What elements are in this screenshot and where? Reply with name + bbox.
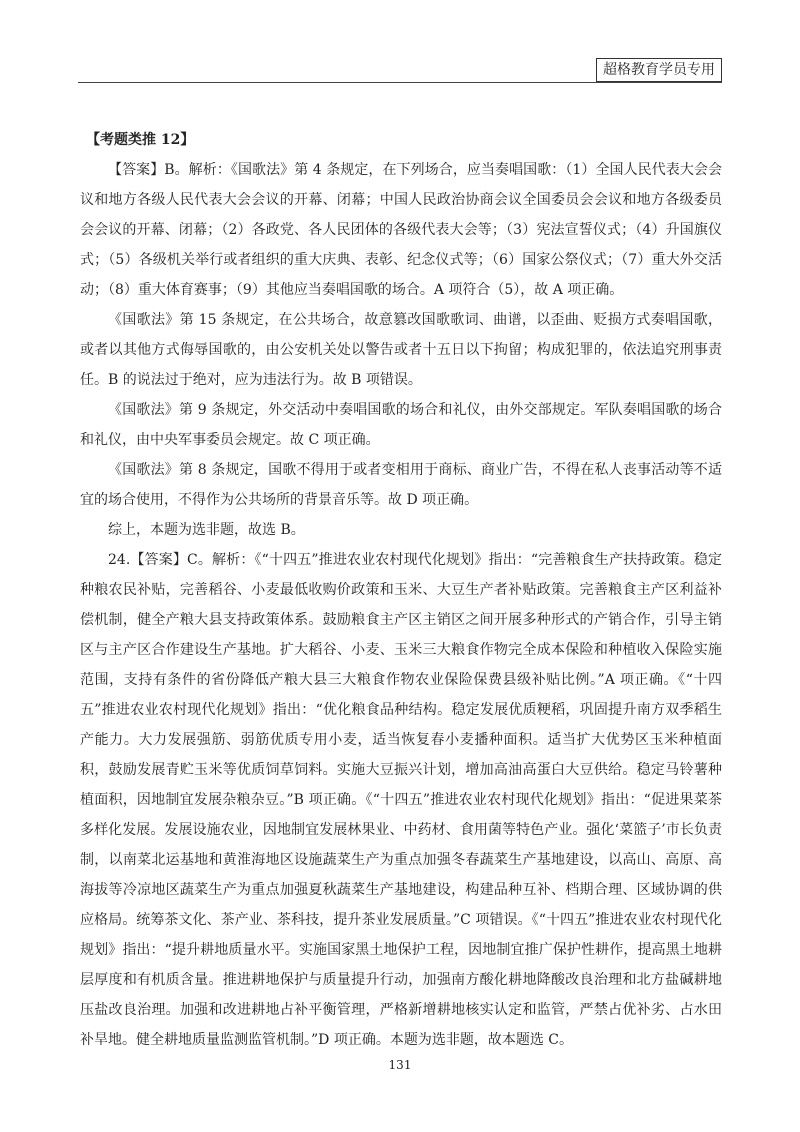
- header-label: 超格教育学员专用: [596, 58, 722, 82]
- header-divider: [78, 82, 722, 83]
- page-number: 131: [388, 1058, 412, 1072]
- paragraph-answer-12: 【答案】B。解析：《国歌法》第 4 条规定，在下列场合，应当奏唱国歌：（1）全国人民代表大会会议和地方各级人民代表大会会议的开幕、闭幕；中国人民政治协商会议全国委员会会议和地方各级委员会会议的开幕、闭幕；（2）各政党、各人民团体的各级代表大会等；（3）宪法宣誓仪式；（4）升国旗仪式；（5）各级机关举行或者组织的重大庆典、表彰、纪念仪式等；（6）国家公祭仪式；（7）重大外交活动；（8）重大体育赛事；（9）其他应当奏唱国歌的场合。A 项符合（5），故 A 项正确。: [80, 162, 722, 298]
- paragraph-article-9: 《国歌法》第 9 条规定，外交活动中奏唱国歌的场合和礼仪，由外交部规定。军队奏唱国歌的场合和礼仪，由中央军事委员会规定。故 C 项正确。: [80, 402, 722, 448]
- paragraph-conclusion: 综上，本题为选非题，故选 B。: [108, 522, 305, 538]
- document-body: [80, 125, 722, 1055]
- paragraph-article-8: 《国歌法》第 8 条规定，国歌不得用于或者变相用于商标、商业广告，不得在私人丧事活动等不适宜的场合使用，不得作为公共场所的背景音乐等。故 D 项正确。: [80, 462, 722, 508]
- paragraph-answer-24: 24.【答案】C。解析：《“十四五”推进农业农村现代化规划》指出：“完善粮食生产扶持政策。稳定种粮农民补贴，完善稻谷、小麦最低收购价政策和玉米、大豆生产者补贴政策。完善粮食主产区利益补偿机制，健全产粮大县支持政策体系。鼓励粮食主产区主销区之间开展多种形式的产销合作，引导主销区与主产区合作建设生产基地。扩大稻谷、小麦、玉米三大粮食作物完全成本保险和种植收入保险实施范围，支持有条件的省份降低产粮大县三大粮食作物农业保险保费县级补贴比例。”A 项正确。《“十四五”推进农业农村现代化规划》指出：“优化粮食品种结构。稳定发展优质粳稻，巩固提升南方双季稻生产能力。大力发展强筋、弱筋优质专用小麦，适当恢复春小麦播种面积。适当扩大优势区玉米种植面积，鼓励发展青贮玉米等优质饲草饲料。实施大豆振兴计划，增加高油高蛋白大豆供给。稳定马铃薯种植面积，因地制宜发展杂粮杂豆。”B 项正确。《“十四五”推进农业农村现代化规划》指出：“促进果菜茶多样化发展。发展设施农业，因地制宜发展林果业、中药材、食用菌等特色产业。强化‘菜篮子’市长负责制，以南菜北运基地和黄淮海地区设施蔬菜生产为重点加强冬春蔬菜生产基地建设，以高山、高原、高海拔等冷凉地区蔬菜生产为重点加强夏秋蔬菜生产基地建设，构建品种互补、档期合理、区域协调的供应格局。统筹茶文化、茶产业、茶科技，提升茶业发展质量。”C 项错误。《“十四五”推进农业农村现代化规划》指出：“提升耕地质量水平。实施国家黑土地保护工程，因地制宜推广保护性耕作，提高黑土地耕层厚度和有机质含量。推进耕地保护与质量提升行动，加强南方酸化耕地降酸改良治理和北方盐碱耕地压盐改良治理。加强和改进耕地占补平衡管理，严格新增耕地核实认定和监管，严禁占优补劣、占水田补旱地。健全耕地质量监测监管机制。”D 项正确。本题为选非题，故本题选 C。: [80, 552, 722, 1048]
- paragraph-article-15: 《国歌法》第 15 条规定，在公共场合，故意篡改国歌歌词、曲谱，以歪曲、贬损方式奏唱国歌，或者以其他方式侮辱国歌的，由公安机关处以警告或者十五日以下拘留；构成犯罪的，依法追究刑事责任。B 的说法过于绝对，应为违法行为。故 B 项错误。: [80, 312, 722, 388]
- section-title: 【考题类推 12】: [86, 132, 195, 148]
